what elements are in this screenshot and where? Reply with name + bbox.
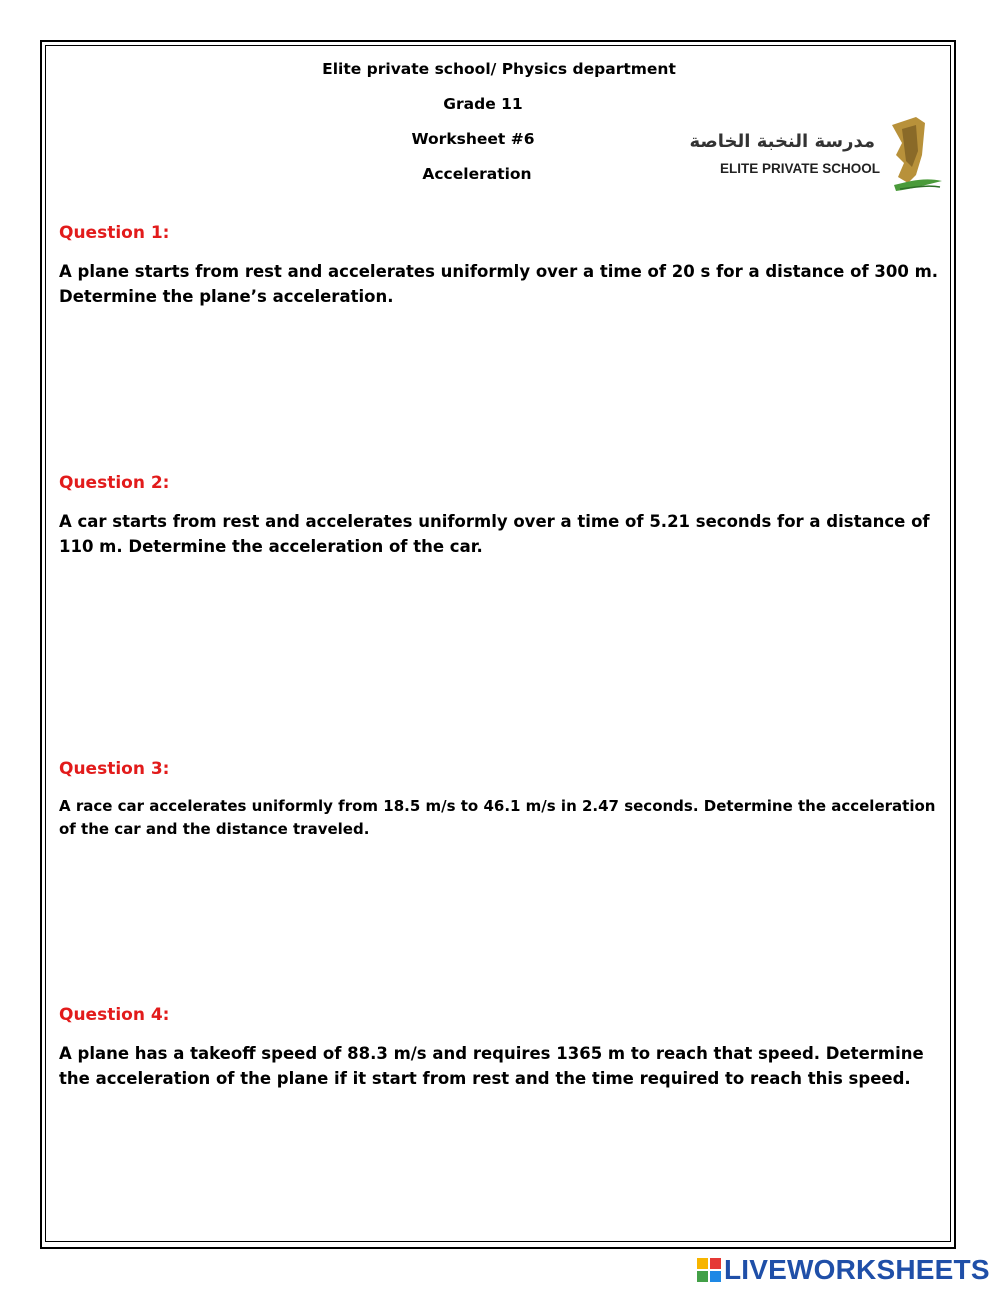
worksheet-number: Worksheet #6 [411, 130, 535, 148]
question-4-label: Question 4: [59, 1005, 170, 1025]
falcon-emblem-icon [892, 117, 942, 191]
liveworksheets-brand[interactable] [697, 1253, 990, 1287]
liveworksheets-logo-icon [697, 1258, 721, 1282]
question-2-text: A car starts from rest and accelerates uniformly over a time of 5.21 seconds for a distance of 110 m. Determine the acceleration of the car. [59, 512, 930, 556]
school-department-title: Elite private school/ Physics department [322, 60, 676, 78]
logo-english-name: ELITE PRIVATE SCHOOL [719, 161, 880, 176]
worksheet-topic: Acceleration [422, 165, 532, 183]
grade-label: Grade 11 [443, 95, 523, 113]
question-2-label: Question 2: [59, 473, 170, 493]
question-4-text: A plane has a takeoff speed of 88.3 m/s and requires 1365 m to reach that speed. Determine the acceleration of the plane if it start from rest and the time required to reach this speed. [59, 1044, 924, 1088]
question-3-label: Question 3: [59, 759, 170, 779]
logo-arabic-name: مدرسة النخبة الخاصة [689, 131, 875, 152]
question-1-text: A plane starts from rest and accelerates uniformly over a time of 20 s for a distance of 300 m. Determine the plane’s acceleration. [59, 262, 939, 306]
brand-wordmark: LIVEWORKSHEETS [724, 1254, 990, 1285]
question-1-label: Question 1: [59, 223, 170, 243]
school-logo [689, 115, 945, 195]
question-3-text: A race car accelerates uniformly from 18.5 m/s to 46.1 m/s in 2.47 seconds. Determine the acceleration of the car and the distance traveled. [59, 797, 936, 838]
